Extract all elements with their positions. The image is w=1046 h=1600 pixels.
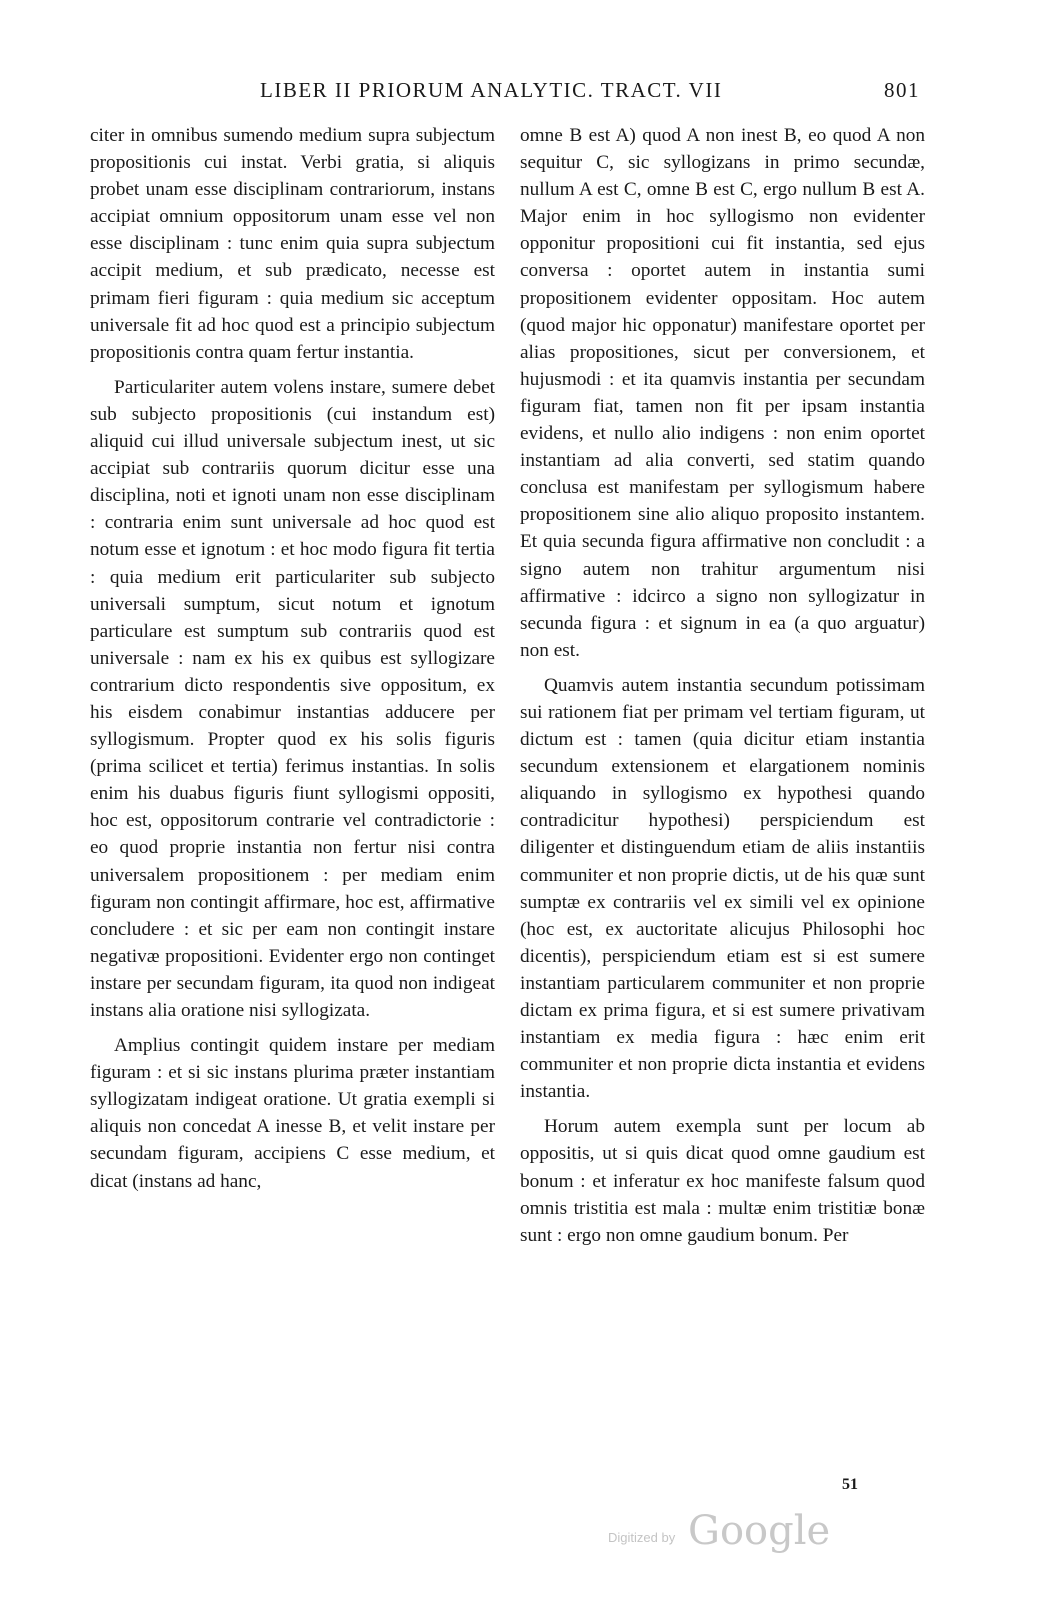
paragraph: Amplius contingit quidem instare per mediam figuram : et si sic instans plurima præter instantiam syllogizatam indigeat oratione. Ut gratia exempli si aliquis non concedat A inesse B, et velit instare per secundam figuram, accipiens C esse medium, et dicat (instans ad hanc, xyxy=(90,1035,495,1192)
paragraph: omne B est A) quod A non inest B, eo quod A non sequitur C, sic syllogizans in primo secundæ, nullum A est C, omne B est C, ergo nullum B est A. Major enim in hoc syllogismo non evidenter opponitur propositioni cui fit instantia, sed ejus conversa : oportet autem in instantia sumi propositionem evidenter oppositam. Hoc autem (quod major hic opponatur) manifestare oportet per alias propositiones, sicut per conversionem, et hujusmodi : et ita quamvis instantia per secundam figuram fiat, tamen non fit per ipsam instantia evidens, et nullo alio indigens : non enim oportet instantiam ad alia converti, sed statim quando conclusa est manifestam per syllogismum habere propositionem sine alio aliquo proposito instantem. Et quia secunda figura affirmative non concludit : a signo autem non trahitur argumentum nisi affirmative : idcirco a signo non syllogizatur in secunda figura : et signum in ea (a quo arguatur) non est. xyxy=(520,125,925,661)
left-column xyxy=(90,122,495,1203)
right-column xyxy=(520,122,925,1257)
paragraph: citer in omnibus sumendo medium supra subjectum propositionis cui instat. Verbi gratia, si aliquis probet unam esse disciplinam contrariorum, instans accipiat omnium oppositorum unam esse vel non esse disciplinam : tunc enim quia supra subjectum accipit medium, et sub prædicato, necesse est primam fieri figuram : quia medium sic acceptum universale fit ad hoc quod est a principio subjectum propositionis contra quam fertur instantia. xyxy=(90,125,495,363)
running-title: LIBER II PRIORUM ANALYTIC. TRACT. VII xyxy=(260,78,723,102)
watermark-prefix: Digitized by xyxy=(608,1530,676,1545)
signature-mark: 51 xyxy=(842,1476,858,1493)
google-logo: Google xyxy=(688,1508,831,1554)
page-number: 801 xyxy=(884,78,920,102)
running-header xyxy=(260,78,920,108)
paragraph: Quamvis autem instantia secundum potissimam sui rationem fiat per primam vel tertiam figuram, ut dictum est : tamen (quia dicitur etiam instantia secundum extensionem et elargationem nominis aliquando in syllogismo ex hypothesi quando contradicitur hypothesi) perspiciendum est diligenter et distinguendum etiam de aliis instantiis communiter et non proprie dictis, ut de his quæ sunt sumptæ ex contrariis vel ex simili vel ex opinione (hoc est, ex auctoritate alicujus Philosophi hoc dicentis), perspiciendum etiam est si est sumere instantiam particularem communiter et non proprie dictam ex prima figura, et si est sumere privativam instantiam ex media figura : hæc enim erit communiter et non proprie dicta instantia et evidens instantia. xyxy=(520,674,925,1103)
paragraph: Particulariter autem volens instare, sumere debet sub subjecto propositionis (cui instandum est) aliquid cui illud universale subjectum inest, ut sic accipiat sub contrariis quorum dicitur esse una disciplina, noti et ignoti unam non esse disciplinam : contraria enim sunt universale ad hoc quod est notum esse et ignotum : et hoc modo figura fit tertia : quia medium erit particulariter sub subjecto universali sumptum, sicut notum et ignotum particulare est sumptum sub contrariis quod est universale : nam ex his ex quibus est syllogizare contrarium dicto respondentis sive oppositum, ex his eisdem conabimur instantias adducere per syllogismum. Propter quod ex his solis figuris (prima scilicet et tertia) ferimus instantias. In solis enim his duabus figuris fiunt syllogismi oppositi, hoc est, oppositorum contrarie vel contradictorie : eo quod proprie instantia non fertur nisi contra universalem propositionem : per mediam enim figuram non contingit affirmare, hoc est, affirmative concludere : et sic per eam non contingit instare negativæ propositioni. Evidenter ergo non continget instare per secundam figuram, ita quod non indigeat instans alia oratione nisi syllogizata. xyxy=(90,376,495,1021)
paragraph: Horum autem exempla sunt per locum ab oppositis, ut si quis dicat quod omne gaudium est bonum : et inferatur ex hoc manifeste falsum quod omnis tristitia est mala : multæ enim tristitiæ bonæ sunt : ergo non omne gaudium bonum. Per xyxy=(520,1116,925,1246)
